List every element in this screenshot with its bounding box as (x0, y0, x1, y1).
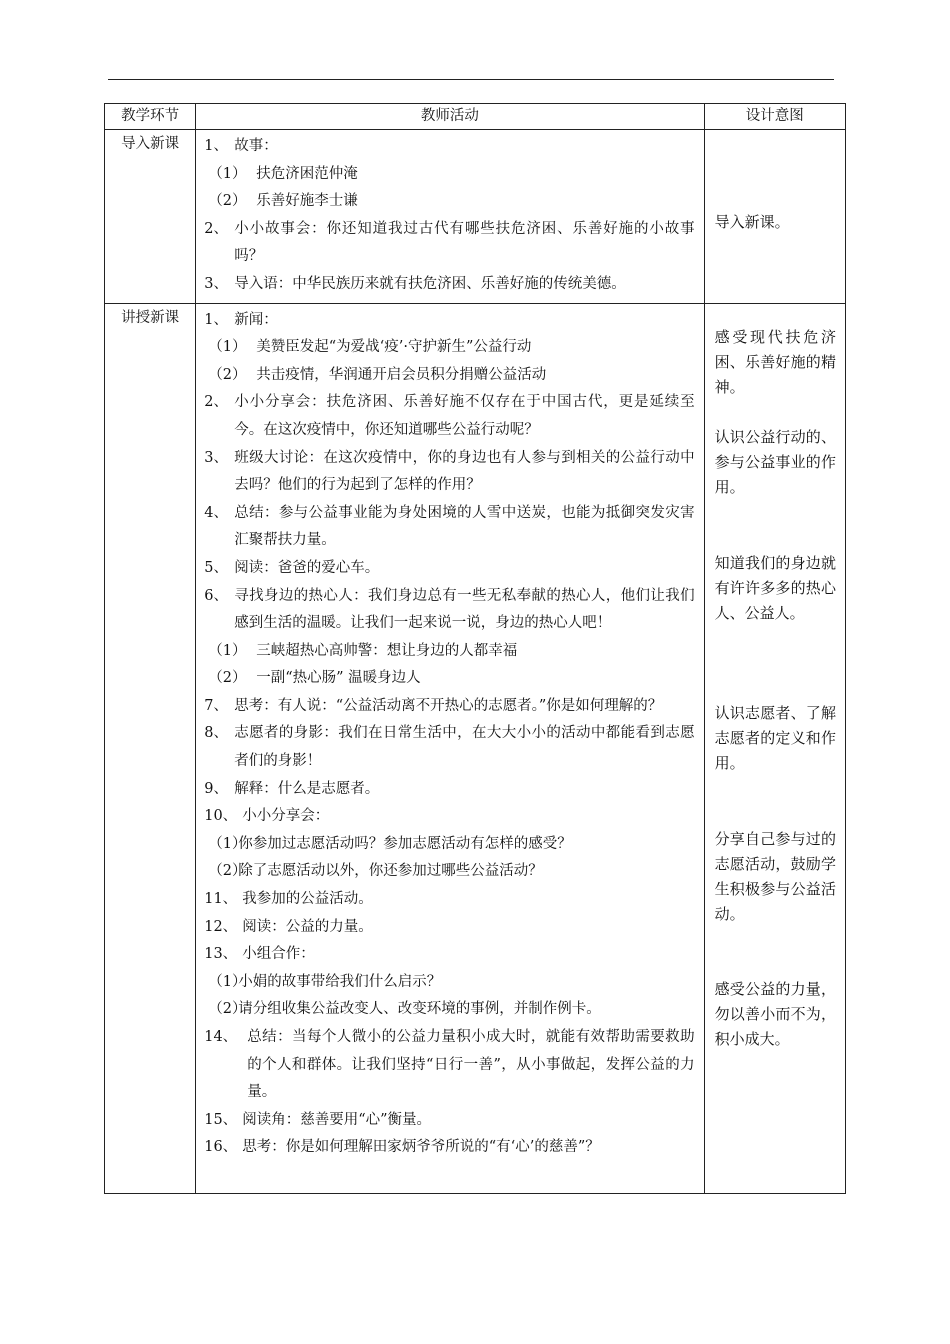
intro-stage: 导入新课 (105, 130, 196, 304)
intent-text: 感受现代扶危济困、乐善好施的精神。 (714, 327, 836, 396)
list-item: （2） 除了志愿活动以外，你还参加过哪些公益活动？ (208, 863, 543, 880)
list-item: （2） 乐善好施李士谦 (208, 193, 358, 210)
intent-text: 导入新课。 (714, 213, 790, 231)
list-item: （1） 扶危济困范仲淹 (208, 165, 358, 182)
list-item: 1、 故事： (204, 138, 278, 154)
header-activity: 教师活动 (196, 104, 704, 130)
list-item: 1、 新闻： (204, 311, 278, 328)
list-item: 4、 总结：参与公益事业能为身处困境的人雪中送炭，也能为抵御突发灾害汇聚帮扶力量。 (204, 504, 695, 549)
list-item: 2、 小小分享会：扶危济困、乐善好施不仅存在于中国古代，更是延续至今。在这次疫情中，你还知道哪些公益行动呢？ (204, 394, 695, 438)
lesson-plan-table (104, 103, 846, 1194)
list-item: （1） 你参加过志愿活动吗？参加志愿活动有怎样的感受？ (208, 835, 572, 852)
list-item: 15、 阅读角：慈善要用“心”衡量。 (204, 1111, 432, 1128)
teach-stage: 讲授新课 (105, 303, 196, 1193)
intro-activity (196, 130, 704, 304)
header-intent: 设计意图 (704, 104, 845, 130)
header-stage: 教学环节 (105, 104, 196, 130)
list-item: 5、 阅读：爸爸的爱心车。 (204, 559, 380, 576)
teach-activity (196, 303, 704, 1193)
teach-intent (704, 303, 845, 1193)
intro-row (105, 130, 846, 304)
list-item: 12、 阅读：公益的力量。 (204, 918, 373, 935)
list-item: （2） 共击疫情，华润通开启会员积分捐赠公益活动 (208, 366, 547, 383)
list-item: 9、 解释：什么是志愿者。 (204, 780, 380, 797)
list-item: （1） 三峡超热心高帅警：想让身边的人都幸福 (208, 642, 518, 659)
teach-row (105, 303, 846, 1193)
list-item: 3、 导入语：中华民族历来就有扶危济困、乐善好施的传统美德。 (204, 275, 626, 292)
list-item: 10、 小小分享会： (204, 808, 330, 825)
intent-text: 分享自己参与过的志愿活动，鼓励学生积极参与公益活动。 (714, 829, 836, 923)
list-item: 7、 思考：有人说：“公益活动离不开热心的志愿者。”你是如何理解的？ (204, 697, 663, 714)
list-item: （1） 小娟的故事带给我们什么启示？ (208, 973, 442, 990)
list-item: 2、 小小故事会：你还知道我过古代有哪些扶危济困、乐善好施的小故事吗？ (204, 220, 695, 265)
top-rule (108, 79, 834, 80)
list-item: 13、 小组合作： (204, 946, 315, 963)
list-item: （2） 请分组收集公益改变人、改变环境的事例，并制作例卡。 (208, 1001, 601, 1018)
intro-intent (704, 130, 845, 304)
list-item: 6、 寻找身边的热心人：我们身边总有一些无私奉献的热心人，他们让我们感到生活的温暖。让我们一起来说一说，身边的热心人吧！ (204, 587, 695, 632)
intent-text: 认识志愿者、了解志愿者的定义和作用。 (714, 703, 836, 772)
list-item: （2） 一副“热心肠” 温暖身边人 (208, 670, 421, 687)
list-item: 8、 志愿者的身影：我们在日常生活中，在大大小小的活动中都能看到志愿者们的身影！ (204, 725, 695, 770)
intent-text: 知道我们的身边就有许许多多的热心人、公益人。 (714, 553, 836, 622)
list-item: 3、 班级大讨论：在这次疫情中，你的身边也有人参与到相关的公益行动中去吗？他们的行为起到了怎样的作用？ (204, 449, 695, 494)
list-item: 16、 思考：你是如何理解田家炳爷爷所说的“有‘心’的慈善”？ (204, 1139, 600, 1156)
list-item: 11、 我参加的公益活动。 (204, 891, 373, 908)
intent-text: 感受公益的力量，勿以善小而不为，积小成大。 (714, 979, 836, 1048)
list-item: 14、 总结：当每个人微小的公益力量积小成大时，就能有效帮助需要救助的个人和群体。让我们坚持“日行一善”，从小事做起，发挥公益的力量。 (204, 1029, 695, 1101)
intent-text: 认识公益行动的、参与公益事业的作用。 (714, 427, 836, 496)
list-item: （1） 美赞臣发起“为爱战‘疫’·守护新生”公益行动 (208, 339, 532, 356)
table-header-row (105, 104, 846, 130)
